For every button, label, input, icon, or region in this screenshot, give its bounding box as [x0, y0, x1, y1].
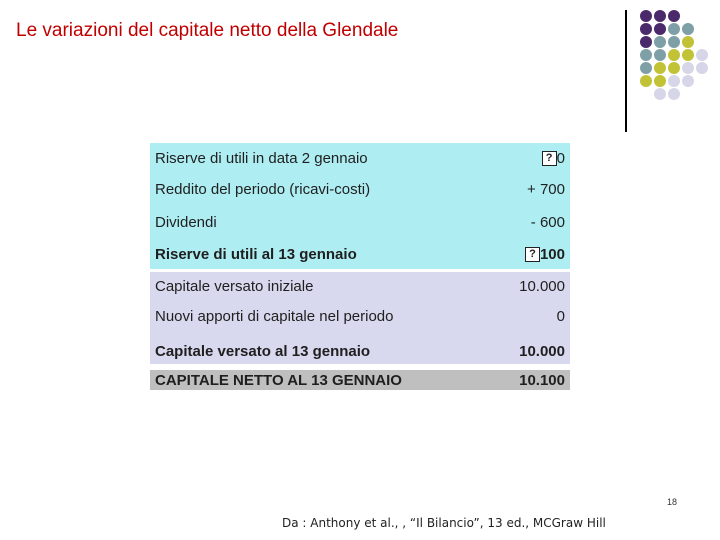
row-value: 10.000 — [519, 343, 565, 360]
row-label: Capitale versato al 13 gennaio — [155, 343, 371, 360]
table-row-dividends — [150, 206, 570, 239]
dot — [640, 49, 652, 61]
dot — [668, 75, 680, 87]
table-row-total-equity — [150, 370, 570, 390]
page-title: Le variazioni del capitale netto della Glendale — [16, 20, 399, 41]
dot — [668, 36, 680, 48]
page-number: 18 — [667, 497, 678, 507]
dot — [668, 62, 680, 74]
question-mark-icon: ? — [525, 247, 540, 262]
dot — [682, 49, 694, 61]
dot — [654, 23, 666, 35]
dot — [696, 49, 708, 61]
row-label: Reddito del periodo (ricavi-costi) — [155, 181, 371, 198]
dot — [654, 10, 666, 22]
table-row-initial-paid-in-capital — [150, 272, 570, 300]
dot — [654, 75, 666, 87]
dot — [696, 62, 708, 74]
table-row-closing-paid-in-capital — [150, 332, 570, 364]
dot — [640, 75, 652, 87]
equity-table — [150, 143, 570, 390]
row-label: Capitale versato iniziale — [155, 277, 314, 295]
table-row-opening-retained-earnings — [150, 143, 570, 173]
dot — [668, 10, 680, 22]
divider-line — [625, 10, 627, 132]
dot — [682, 23, 694, 35]
row-label: Nuovi apporti di capitale nel periodo — [155, 307, 394, 325]
row-value: - 600 — [530, 214, 565, 231]
dot — [682, 36, 694, 48]
dot — [668, 49, 680, 61]
question-mark-icon: ? — [542, 151, 557, 166]
row-label: Riserve di utili al 13 gennaio — [155, 245, 357, 263]
dot — [640, 23, 652, 35]
dot — [640, 62, 652, 74]
row-label: Riserve di utili in data 2 gennaio — [155, 149, 368, 167]
row-value: 10.100 — [519, 371, 565, 389]
row-label: Dividendi — [155, 214, 217, 231]
row-value: + 700 — [527, 181, 565, 198]
dot — [640, 36, 652, 48]
source-citation: Da : Anthony et al., , “Il Bilancio”, 13 ed., MCGraw Hill — [282, 516, 606, 530]
dot — [682, 75, 694, 87]
dot — [654, 36, 666, 48]
dot — [668, 23, 680, 35]
dot — [640, 10, 652, 22]
row-label: CAPITALE NETTO AL 13 GENNAIO — [155, 371, 402, 389]
row-value: ? 0 — [542, 150, 565, 167]
table-row-period-income — [150, 173, 570, 206]
dot — [654, 62, 666, 74]
row-value: ? 100 — [525, 246, 565, 263]
row-value: 0 — [556, 307, 565, 325]
table-row-closing-retained-earnings — [150, 239, 570, 269]
table-row-new-capital — [150, 300, 570, 332]
dot — [654, 49, 666, 61]
dot — [668, 88, 680, 100]
row-value: 10.000 — [519, 277, 565, 295]
dot — [654, 88, 666, 100]
dot — [682, 62, 694, 74]
